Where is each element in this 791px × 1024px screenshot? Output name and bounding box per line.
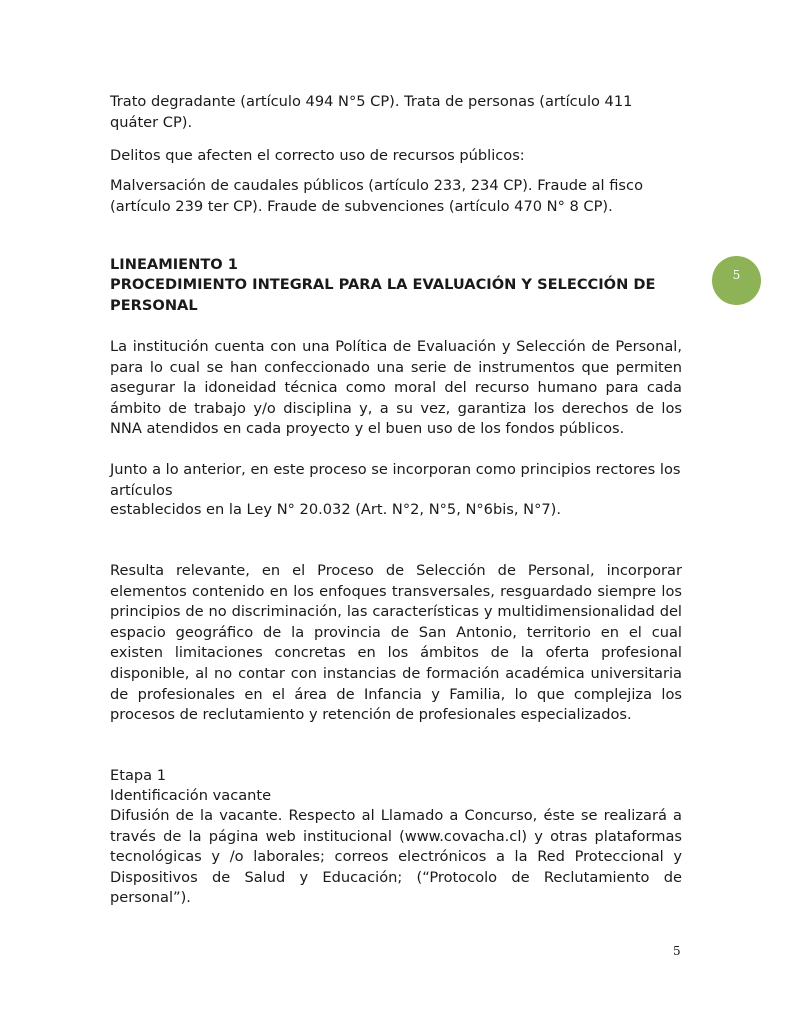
paragraph-ley: establecidos en la Ley N° 20.032 (Art. N°2, N°5, N°6bis, N°7).: [110, 501, 562, 518]
paragraph-principios: Junto a lo anterior, en este proceso se incorporan como principios rectores los artículos: [110, 461, 681, 499]
heading-lineamiento: LINEAMIENTO 1: [110, 256, 238, 273]
text-delitos-recursos: Delitos que afecten el correcto uso de recursos públicos:: [110, 147, 525, 164]
text-etapa: Etapa 1: [110, 767, 167, 784]
heading-procedimiento: PROCEDIMIENTO INTEGRAL PARA LA EVALUACIÓN Y SELECCIÓN DE PERSONAL: [110, 276, 656, 314]
subheading-identificacion: Identificación vacante: [110, 787, 272, 804]
page-badge: 5: [712, 256, 761, 305]
paragraph-seleccion: Resulta relevante, en el Proceso de Selección de Personal, incorporar elementos contenido en los enfoques transversales, resguardado siempre los principios de no discriminación, las características y multidimensionalidad del espacio geográfico de la provincia de San Antonio, territorio en el cual existen limitaciones concretas en los ámbitos de la oferta profesional disponible, al no contar con instancias de formación académica universitaria de profesionales en el área de Infancia y Familia, lo que complejiza los procesos de reclutamiento y retención de profesionales especializados.: [110, 562, 682, 724]
text-trato-degradante: Trato degradante (artículo 494 N°5 CP). Trata de personas (artículo 411 quáter CP).: [110, 93, 633, 131]
paragraph-difusion: Difusión de la vacante. Respecto al Llamado a Concurso, éste se realizará a través de la página web institucional (www.covacha.cl) y otras plataformas tecnológicas y /o laborales; correos electrónicos a la Red Proteccional y Dispositivos de Salud y Educación; (“Protocolo de Reclutamiento de personal”).: [110, 807, 682, 907]
page-number: 5: [673, 944, 681, 958]
text-malversacion: Malversación de caudales públicos (artículo 233, 234 CP). Fraude al fisco (artículo 239 ter CP). Fraude de subvenciones (artículo 470 N° 8 CP).: [110, 177, 643, 215]
paragraph-politica: La institución cuenta con una Política de Evaluación y Selección de Personal, para lo cual se han confeccionado una serie de instrumentos que permiten asegurar la idoneidad técnica como moral del recurso humano para cada ámbito de trabajo y/o disciplina y, a su vez, garantiza los derechos de los NNA atendidos en cada proyecto y el buen uso de los fondos públicos.: [110, 338, 682, 438]
